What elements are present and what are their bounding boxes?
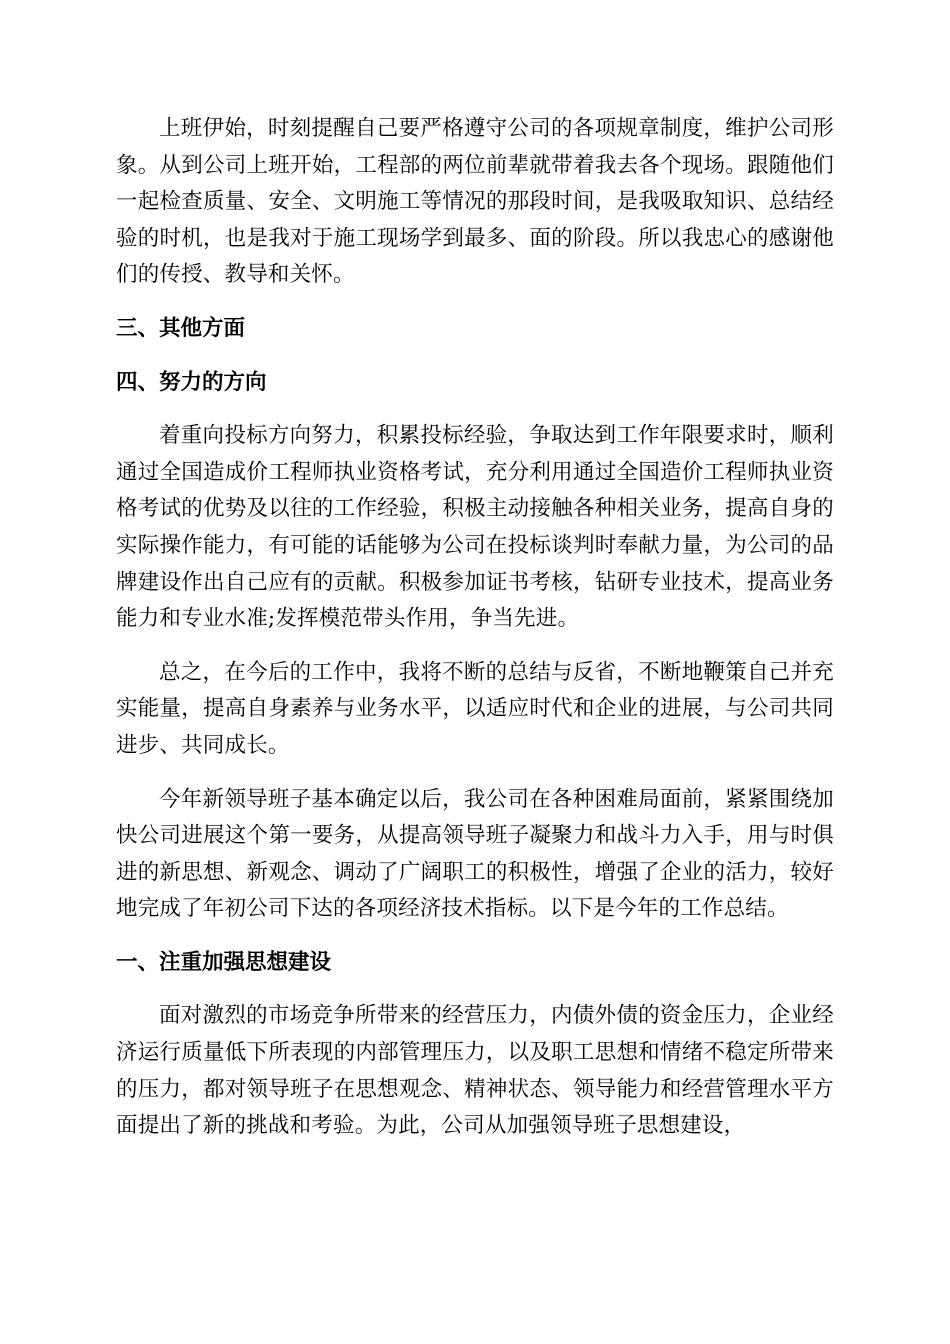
spacer xyxy=(116,765,834,782)
paragraph-summary: 总之，在今后的工作中，我将不断的总结与反省，不断地鞭策自己并充实能量，提高自身素养与业务水平，以适应时代和企业的进展，与公司共同进步、共同成长。 xyxy=(116,659,834,758)
heading-ideology: 一、注重加强思想建设 xyxy=(116,949,332,975)
paragraph-bidding: 着重向投标方向努力，积累投标经验，争取达到工作年限要求时，顺利通过全国造成价工程师执业资格考试，充分利用通过全国造价工程师执业资格考试的优势及以往的工作经验，积极主动接触各种相关业务，提高自身的实际操作能力，有可能的话能够为公司在投标谈判时奉献力量，为公司的品牌建设作出自己应有的贡献。积极参加证书考核，钻研专业技术，提高业务能力和专业水准;发挥模范带头作用，争当先进。 xyxy=(116,423,834,632)
spacer xyxy=(116,981,834,998)
paragraph-leadership: 今年新领导班子基本确定以后，我公司在各种困难局面前，紧紧围绕加快公司进展这个第一要务，从提高领导班子凝聚力和战斗力入手，用与时俱进的新思想、新观念、调动了广阔职工的积极性，增强了企业的活力，较好地完成了年初公司下达的各项经济技术指标。以下是今年的工作总结。 xyxy=(116,786,834,922)
spacer xyxy=(116,638,834,655)
document-page xyxy=(116,111,834,1145)
heading-other-aspects: 三、其他方面 xyxy=(116,315,246,341)
spacer xyxy=(116,401,834,418)
paragraph-pressure: 面对激烈的市场竞争所带来的经营压力，内债外债的资金压力，企业经济运行质量低下所表现的内部管理压力，以及职工思想和情绪不稳定所带来的压力，都对领导班子在思想观念、精神状态、领导能力和经营管理水平方面提出了新的挑战和考验。为此，公司从加强领导班子思想建设， xyxy=(116,1003,834,1139)
heading-direction: 四、努力的方向 xyxy=(116,369,267,395)
spacer xyxy=(116,348,834,365)
spacer xyxy=(116,928,834,945)
spacer xyxy=(116,294,834,311)
paragraph-intro: 上班伊始，时刻提醒自己要严格遵守公司的各项规章制度，维护公司形象。从到公司上班开始，工程部的两位前辈就带着我去各个现场。跟随他们一起检查质量、安全、文明施工等情况的那段时间，是我吸取知识、总结经验的时机，也是我对于施工现场学到最多、面的阶段。所以我忠心的感谢他们的传授、教导和关怀。 xyxy=(116,116,834,288)
